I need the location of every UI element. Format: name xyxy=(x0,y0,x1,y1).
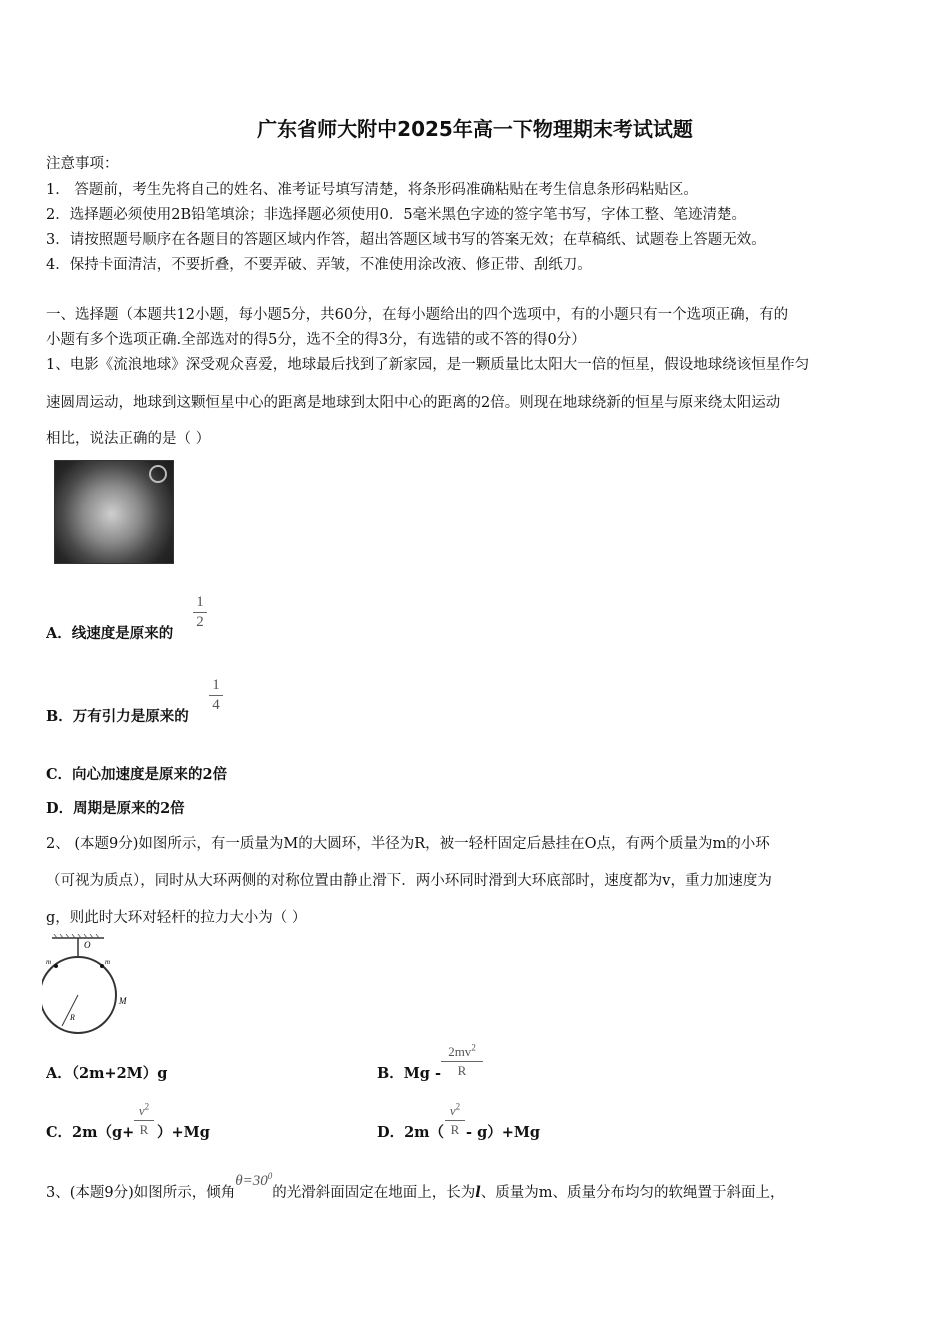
label-r: R xyxy=(70,1013,75,1022)
notice-item: 3．请按照题号顺序在各题目的答题区域内作答，超出答题区域书写的答案无效；在草稿纸、试题卷上答题无效。 xyxy=(46,232,766,248)
fraction: $v^2$ R xyxy=(445,1102,465,1138)
label-big-m: M xyxy=(119,996,127,1006)
question-text: g，则此时大环对轻杆的拉力大小为（ ） xyxy=(46,910,307,926)
question-text: （可视为质点），同时从大环两侧的对称位置由静止滑下．两小环同时滑到大环底部时，速度都为v，重力加速度为 xyxy=(46,873,772,889)
label-o: O xyxy=(84,940,91,950)
label-m-right: m xyxy=(105,958,111,966)
option-d: D．2m（ xyxy=(377,1124,445,1141)
option-b: B．万有引力是原来的 xyxy=(46,708,189,725)
notice-item: 2．选择题必须使用2B铅笔填涂；非选择题必须使用0．5毫米黑色字迹的签字笔书写，字体工整、笔迹清楚。 xyxy=(46,207,747,223)
star-image xyxy=(54,460,174,564)
question-text: 速圆周运动，地球到这颗恒星中心的距离是地球到太阳中心的距离的2倍。则现在地球绕新的恒星与原来绕太阳运动 xyxy=(46,395,781,411)
ring-figure xyxy=(42,934,132,1039)
notice-header: 注意事项： xyxy=(46,156,119,172)
notice-item: 4．保持卡面清洁，不要折叠，不要弄破、弄皱，不准使用涂改液、修正带、刮纸刀。 xyxy=(46,257,592,273)
question-text: 3、(本题9分)如图所示，倾角$\theta=30^0$的光滑斜面固定在地面上，长为l、质量为m、质量分布均匀的软绳置于斜面上， xyxy=(46,1171,785,1201)
section-heading: 一、选择题（本题共12小题，每小题5分，共60分，在每小题给出的四个选项中，有的小题只有一个选项正确，有的 xyxy=(46,307,789,323)
fraction: $v^2$ R xyxy=(134,1102,154,1138)
option-a: A．（2m+2M）g xyxy=(46,1065,168,1082)
question-text: 相比，说法正确的是（ ） xyxy=(46,431,211,447)
fraction: 1 4 xyxy=(209,677,223,714)
option-d: D．周期是原来的2倍 xyxy=(46,800,185,817)
section-heading: 小题有多个选项正确.全部选对的得5分，选不全的得3分，有选错的或不答的得0分） xyxy=(46,332,586,348)
option-b: B．Mg - xyxy=(377,1065,442,1082)
label-m-left: m xyxy=(46,958,52,966)
option-d-suffix: - g）+Mg xyxy=(466,1124,541,1141)
fraction: 1 2 xyxy=(193,594,207,631)
option-c: C．2m（g+ xyxy=(46,1124,135,1141)
notice-item: 1． 答题前，考生先将自己的姓名、准考证号填写清楚，将条形码准确粘贴在考生信息条形码粘贴区。 xyxy=(46,182,698,198)
option-a: A．线速度是原来的 xyxy=(46,625,174,642)
option-c: C．向心加速度是原来的2倍 xyxy=(46,766,228,783)
option-c-suffix: ）+Mg xyxy=(157,1124,210,1141)
fraction: $2mv^2$ R xyxy=(441,1043,483,1079)
question-text: 2、 (本题9分)如图所示，有一质量为M的大圆环，半径为R，被一轻杆固定后悬挂在O点，有两个质量为m的小环 xyxy=(46,836,770,852)
question-text: 1、电影《流浪地球》深受观众喜爱，地球最后找到了新家园，是一颗质量比太阳大一倍的恒星，假设地球绕该恒星作匀 xyxy=(46,357,810,373)
page-title: 广东省师大附中2025年高一下物理期末考试试题 xyxy=(257,117,693,141)
